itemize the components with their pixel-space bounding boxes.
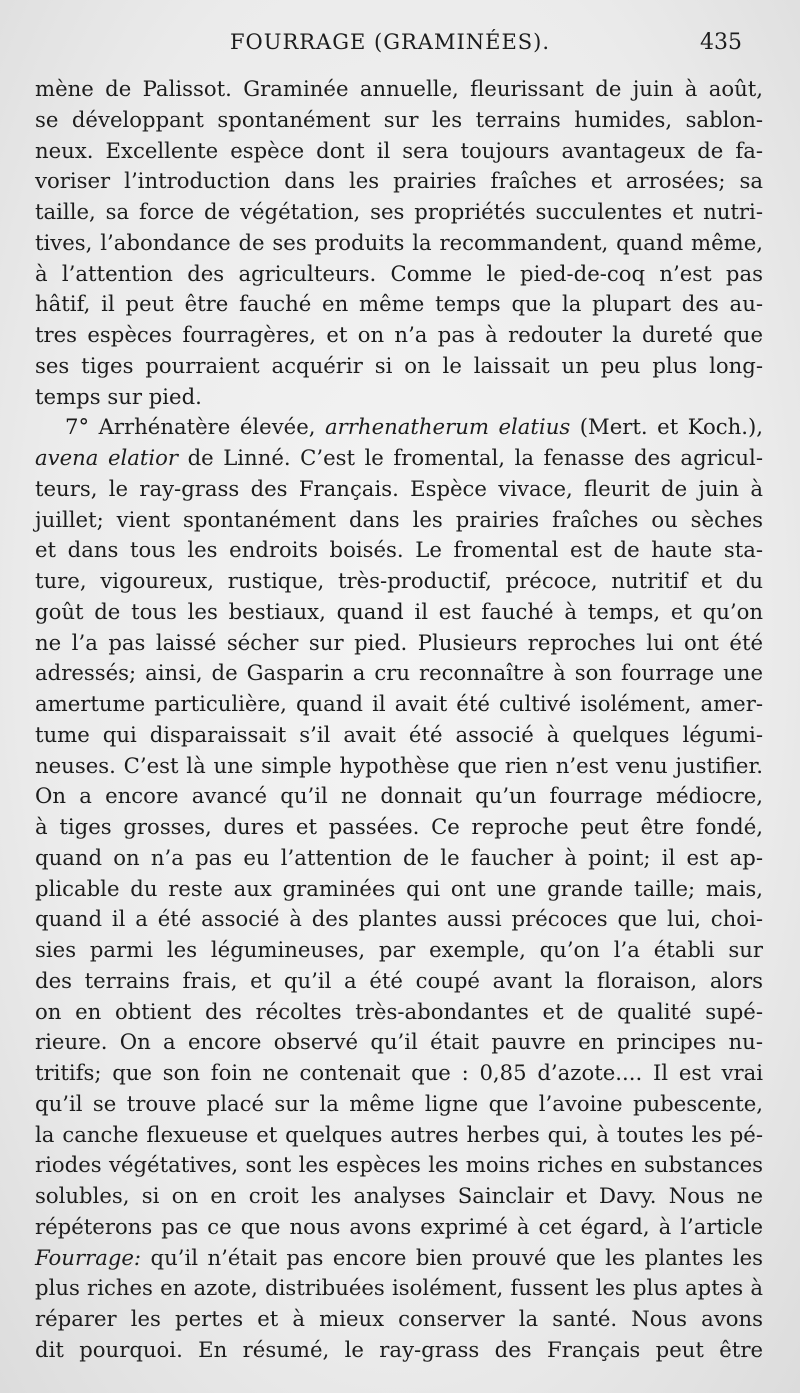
text-line: tres espèces fourragères, et on n’a pas à redouter la dureté que bbox=[35, 322, 763, 347]
text-segment: qu’il n’était pas encore bien prouvé que les plantes les bbox=[141, 1244, 763, 1270]
text-line: sies parmi les légumineuses, par exemple, qu’on l’a établi sur bbox=[35, 937, 763, 962]
text-line: taille, sa force de végétation, ses propriétés succulentes et nutri- bbox=[35, 199, 763, 224]
text-line: temps sur pied. bbox=[35, 383, 202, 409]
text-line: tume qui disparaissait s’il avait été associé à quelques légumi- bbox=[35, 721, 763, 747]
text-line: ture, vigoureux, rustique, très-productif, précoce, nutritif et du bbox=[35, 568, 763, 593]
text-line: riodes végétatives, sont les espèces les moins riches en substances bbox=[35, 1152, 763, 1178]
body-text bbox=[35, 74, 763, 1366]
italic-term: avena elatior bbox=[35, 445, 179, 470]
text-line: neux. Excellente espèce dont il sera toujours avantageux de fa- bbox=[35, 137, 763, 163]
page-number: 435 bbox=[700, 30, 742, 55]
page-header bbox=[0, 30, 800, 64]
text-line: goût de tous les bestiaux, quand il est fauché à temps, et qu’on bbox=[35, 598, 763, 624]
text-line: teurs, le ray-grass des Français. Espèce vivace, fleurit de juin à bbox=[35, 475, 763, 501]
text-line: ses tiges pourraient acquérir si on le laissait un peu plus long- bbox=[35, 352, 763, 378]
text-line: amertume particulière, quand il avait été cultivé isolément, amer- bbox=[35, 691, 763, 716]
text-line: on en obtient des récoltes très-abondantes et de qualité supé- bbox=[35, 998, 763, 1024]
text-line: plicable du reste aux graminées qui ont une grande taille; mais, bbox=[35, 875, 763, 901]
text-line: des terrains frais, et qu’il a été coupé avant la floraison, alors bbox=[35, 967, 763, 993]
text-line: solubles, si on en croit les analyses Sainclair et Davy. Nous ne bbox=[35, 1183, 763, 1208]
text-line: neuses. C’est là une simple hypothèse que rien n’est venu justifier. bbox=[35, 752, 763, 778]
text-segment: de Linné. C’est le fromental, la fenasse des agricul- bbox=[178, 445, 763, 470]
text-line bbox=[35, 443, 763, 474]
text-line: hâtif, il peut être fauché en même temps que la plupart des au- bbox=[35, 291, 763, 317]
text-line: tives, l’abondance de ses produits la recommandent, quand même, bbox=[35, 229, 763, 255]
text-line: se développant spontanément sur les terrains humides, sablon- bbox=[35, 106, 763, 132]
italic-term: Fourrage: bbox=[35, 1244, 142, 1270]
text-line: à l’attention des agriculteurs. Comme le pied-de-coq n’est pas bbox=[35, 260, 763, 286]
text-line: quand on n’a pas eu l’attention de le faucher à point; il est ap- bbox=[35, 844, 763, 870]
text-line: dit pourquoi. En résumé, le ray-grass des Français peut être bbox=[35, 1336, 763, 1362]
text-line: et dans tous les endroits boisés. Le fromental est de haute sta- bbox=[35, 537, 763, 563]
text-segment: (Mert. et Koch.), bbox=[570, 414, 764, 440]
text-line: répéterons pas ce que nous avons exprimé à cet égard, à l’article bbox=[35, 1213, 763, 1239]
text-segment: 7° Arrhénatère élevée, bbox=[65, 414, 326, 440]
text-line: réparer les pertes et à mieux conserver la santé. Nous avons bbox=[35, 1306, 763, 1331]
text-line: la canche flexueuse et quelques autres herbes qui, à toutes les pé- bbox=[35, 1121, 763, 1147]
text-line bbox=[35, 1243, 763, 1274]
text-line: quand il a été associé à des plantes aussi précoces que lui, choi- bbox=[35, 906, 763, 932]
text-line: ne l’a pas laissé sécher sur pied. Plusieurs reproches lui ont été bbox=[35, 629, 763, 655]
italic-term: arrhenatherum elatius bbox=[325, 414, 571, 440]
text-line: mène de Palissot. Graminée annuelle, fleurissant de juin à août, bbox=[35, 76, 763, 101]
text-line bbox=[35, 412, 763, 443]
running-title: FOURRAGE (GRAMINÉES). bbox=[229, 30, 551, 54]
text-line: à tiges grosses, dures et passées. Ce reproche peut être fondé, bbox=[35, 814, 763, 839]
text-line: qu’il se trouve placé sur la même ligne que l’avoine pubescente, bbox=[35, 1090, 763, 1116]
text-line: juillet; vient spontanément dans les prairies fraîches ou sèches bbox=[35, 506, 763, 532]
text-line: voriser l’introduction dans les prairies fraîches et arrosées; sa bbox=[35, 168, 763, 194]
text-line: rieure. On a encore observé qu’il était pauvre en principes nu- bbox=[35, 1029, 763, 1055]
text-line: tritifs; que son foin ne contenait que : 0,85 d’azote.... Il est vrai bbox=[35, 1060, 763, 1085]
text-line: adressés; ainsi, de Gasparin a cru reconnaître à son fourrage une bbox=[35, 660, 763, 686]
text-line: On a encore avancé qu’il ne donnait qu’un fourrage médiocre, bbox=[35, 783, 763, 809]
text-line: plus riches en azote, distribuées isolément, fussent les plus aptes à bbox=[35, 1275, 763, 1301]
